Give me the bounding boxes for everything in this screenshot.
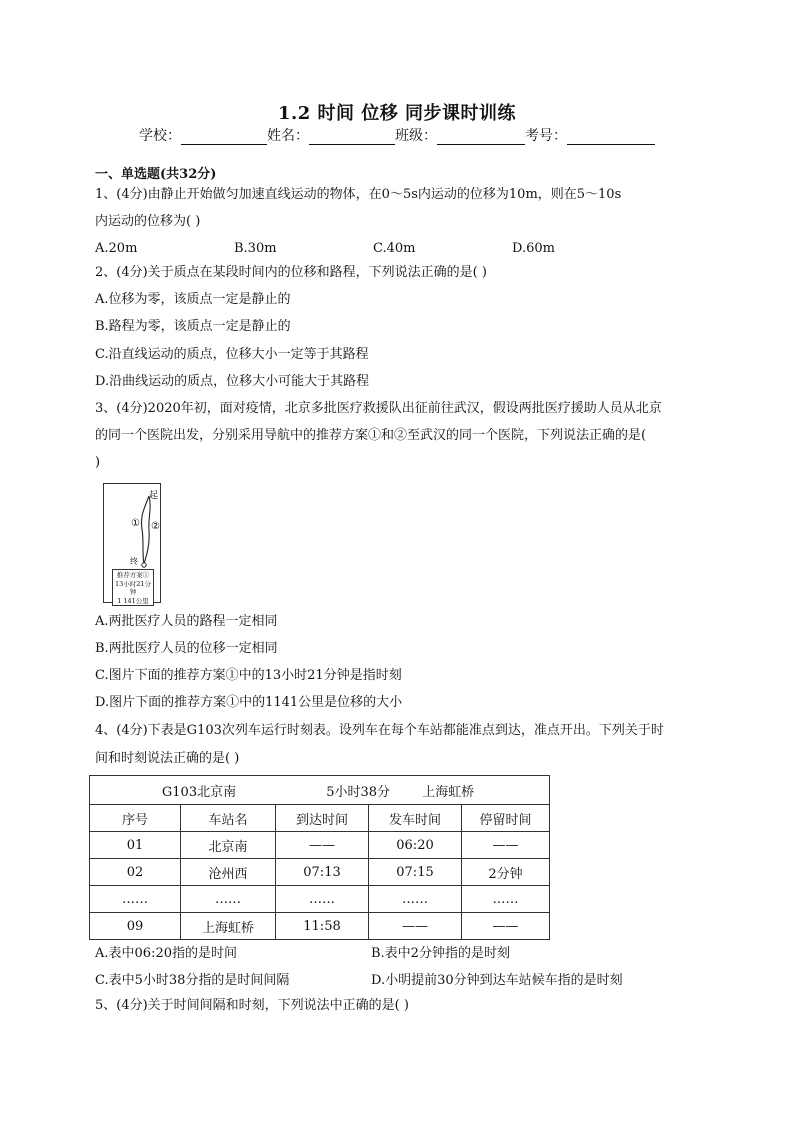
q3-stem-line2: 的同一个医院出发，分别采用导航中的推荐方案①和②至武汉的同一个医院，下列说法正确的是( (95, 428, 647, 443)
school-label: 学校： (139, 128, 181, 144)
table-header: 序号 (90, 805, 181, 832)
table-cell: —— (369, 913, 462, 940)
table-header: 停留时间 (462, 805, 550, 832)
table-header-row (90, 805, 550, 832)
q3-option-b[interactable]: B.两批医疗人员的位移一定相同 (95, 641, 278, 656)
table-cell: —— (276, 832, 369, 859)
q5-stem: 5、(4分)关于时间间隔和时刻，下列说法中正确的是( ) (95, 998, 409, 1013)
name-blank[interactable] (309, 128, 395, 145)
q1-stem-line1: 1、(4分)由静止开始做匀加速直线运动的物体，在0～5s内运动的位移为10m，则在5～10s (95, 187, 622, 202)
table-row (90, 913, 550, 940)
route-1-line (141, 496, 149, 564)
name-label: 姓名： (267, 128, 309, 144)
q2-option-d[interactable]: D.沿曲线运动的质点，位移大小可能大于其路程 (95, 374, 370, 389)
table-cell: 06:20 (369, 832, 462, 859)
q1-option-a[interactable]: A.20m (95, 241, 138, 256)
table-cell: 09 (90, 913, 181, 940)
q2-stem: 2、(4分)关于质点在某段时间内的位移和路程，下列说法正确的是( ) (95, 265, 487, 280)
section-heading: 一、单选题(共32分) (95, 167, 217, 182)
table-cell: 07:13 (276, 859, 369, 886)
student-info-row (0, 125, 794, 145)
table-cell: 上海虹桥 (181, 913, 276, 940)
end-marker-icon (142, 563, 146, 567)
q4-option-a[interactable]: A.表中06:20指的是时间 (95, 946, 237, 961)
table-duration: 5小时38分 (326, 784, 391, 800)
q3-stem-line3: ) (95, 455, 101, 470)
q3-stem-line1: 3、(4分)2020年初，面对疫情，北京多批医疗救援队出征前往武汉，假设两批医疗援助人员从北京 (95, 401, 662, 416)
route-caption-time: 13小时21分钟 (114, 579, 152, 596)
train-schedule-table (89, 775, 550, 940)
q3-option-d[interactable]: D.图片下面的推荐方案①中的1141公里是位移的大小 (95, 695, 403, 710)
class-blank[interactable] (437, 128, 525, 145)
page-title: 1.2 时间 位移 同步课时训练 (277, 103, 517, 124)
table-row (90, 886, 550, 913)
q1-option-b[interactable]: B.30m (234, 241, 277, 256)
q4-options-row2 (95, 969, 647, 988)
table-header: 到达时间 (276, 805, 369, 832)
q1-option-c[interactable]: C.40m (373, 241, 416, 256)
q3-option-c[interactable]: C.图片下面的推荐方案①中的13小时21分钟是指时刻 (95, 668, 402, 683)
q1-options (95, 241, 651, 256)
table-cell: …… (181, 886, 276, 913)
table-cell: 01 (90, 832, 181, 859)
exam-number-blank[interactable] (567, 128, 655, 145)
table-cell: …… (90, 886, 181, 913)
table-row (90, 859, 550, 886)
table-cell: 07:15 (369, 859, 462, 886)
q4-option-b[interactable]: B.表中2分钟指的是时刻 (371, 946, 510, 961)
name-field[interactable] (267, 125, 395, 145)
map-end-label: 终 (130, 557, 138, 566)
route-caption-distance: 1 141公里 (117, 596, 149, 605)
exam-number-label: 考号： (525, 128, 567, 144)
q2-option-a[interactable]: A.位移为零，该质点一定是静止的 (95, 292, 291, 307)
table-cell: …… (369, 886, 462, 913)
table-cell: —— (462, 832, 550, 859)
table-terminal: 上海虹桥 (422, 784, 475, 800)
table-cell: …… (276, 886, 369, 913)
table-cell: 沧州西 (181, 859, 276, 886)
q4-options-row1 (95, 942, 647, 961)
route-caption-title: 推荐方案① (116, 571, 150, 579)
table-cell: 02 (90, 859, 181, 886)
class-label: 班级： (395, 128, 437, 144)
q4-option-c[interactable]: C.表中5小时38分指的是时间间隔 (95, 973, 290, 988)
q1-option-d[interactable]: D.60m (512, 241, 555, 256)
q4-stem-line2: 间和时刻说法正确的是( ) (95, 751, 240, 766)
q1-stem-line2: 内运动的位移为( ) (95, 214, 201, 229)
table-cell: 11:58 (276, 913, 369, 940)
map-start-label: 起 (149, 491, 159, 501)
table-title-row (90, 776, 550, 805)
school-field[interactable] (139, 125, 267, 145)
q4-stem-line1: 4、(4分)下表是G103次列车运行时刻表。设列车在每个车站都能准点到达，准点开出。下列关于时 (95, 723, 664, 738)
table-cell: 北京南 (181, 832, 276, 859)
table-title-cell (90, 776, 550, 805)
q3-option-a[interactable]: A.两批医疗人员的路程一定相同 (95, 614, 278, 629)
table-row (90, 832, 550, 859)
table-cell: 2分钟 (462, 859, 550, 886)
q4-option-d[interactable]: D.小明提前30分钟到达车站候车指的是时刻 (371, 973, 623, 988)
q2-option-c[interactable]: C.沿直线运动的质点，位移大小一定等于其路程 (95, 347, 369, 362)
table-header: 车站名 (181, 805, 276, 832)
q2-option-b[interactable]: B.路程为零，该质点一定是静止的 (95, 319, 291, 334)
table-train: G103北京南 (161, 784, 237, 800)
exam-number-field[interactable] (525, 125, 655, 145)
table-header: 发车时间 (369, 805, 462, 832)
table-cell: —— (462, 913, 550, 940)
route-1-label: ① (131, 518, 140, 529)
school-blank[interactable] (181, 128, 267, 145)
table-cell: …… (462, 886, 550, 913)
route-caption (112, 569, 154, 606)
class-field[interactable] (395, 125, 525, 145)
route-2-label: ② (151, 521, 160, 532)
